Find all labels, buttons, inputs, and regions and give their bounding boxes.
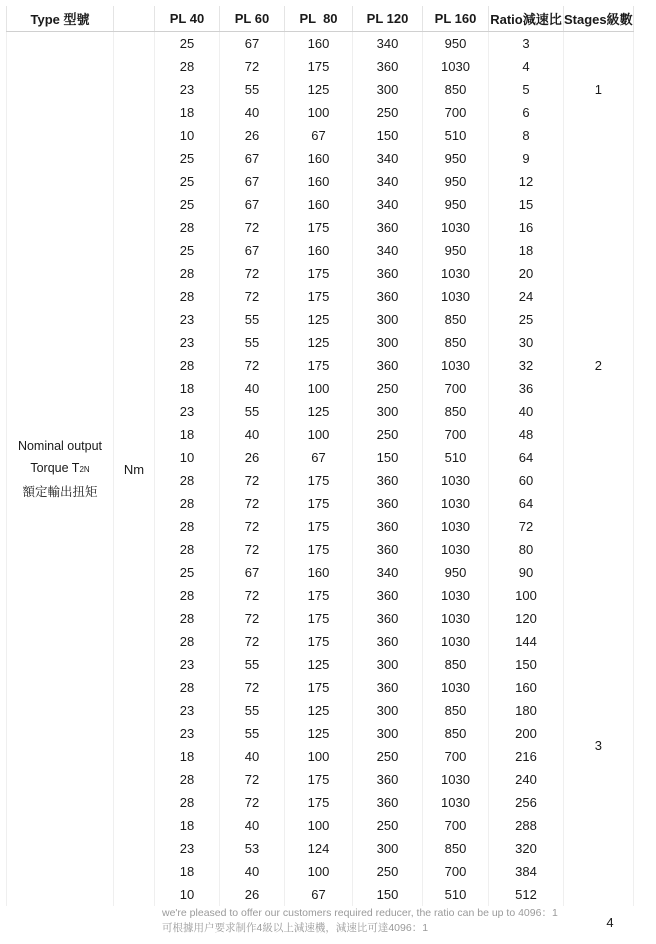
cell-pl40: 28 xyxy=(155,469,220,492)
cell-ratio: 6 xyxy=(489,101,564,124)
label-line-2 xyxy=(7,457,113,481)
cell-pl40: 25 xyxy=(155,170,220,193)
cell-pl160: 950 xyxy=(423,147,489,170)
header-pl160: PL 160 xyxy=(423,6,489,32)
cell-ratio: 8 xyxy=(489,124,564,147)
cell-pl60: 67 xyxy=(220,147,285,170)
cell-pl120: 300 xyxy=(353,722,423,745)
cell-ratio: 144 xyxy=(489,630,564,653)
cell-pl160: 950 xyxy=(423,239,489,262)
cell-pl40: 28 xyxy=(155,607,220,630)
cell-pl80: 160 xyxy=(285,147,353,170)
cell-pl160: 700 xyxy=(423,745,489,768)
cell-pl120: 340 xyxy=(353,561,423,584)
cell-ratio: 80 xyxy=(489,538,564,561)
cell-pl80: 67 xyxy=(285,124,353,147)
cell-pl40: 28 xyxy=(155,768,220,791)
cell-pl40: 28 xyxy=(155,354,220,377)
cell-pl80: 175 xyxy=(285,55,353,78)
cell-pl160: 510 xyxy=(423,446,489,469)
cell-ratio: 16 xyxy=(489,216,564,239)
cell-pl160: 510 xyxy=(423,883,489,906)
cell-pl60: 40 xyxy=(220,101,285,124)
cell-pl120: 340 xyxy=(353,193,423,216)
header-unit-blank xyxy=(114,6,155,32)
cell-ratio: 160 xyxy=(489,676,564,699)
cell-pl60: 55 xyxy=(220,400,285,423)
cell-pl160: 950 xyxy=(423,170,489,193)
cell-pl160: 1030 xyxy=(423,515,489,538)
cell-pl120: 360 xyxy=(353,676,423,699)
cell-ratio: 36 xyxy=(489,377,564,400)
cell-pl120: 250 xyxy=(353,745,423,768)
cell-pl80: 125 xyxy=(285,331,353,354)
cell-pl80: 175 xyxy=(285,676,353,699)
cell-ratio: 48 xyxy=(489,423,564,446)
cell-pl120: 360 xyxy=(353,285,423,308)
cell-pl60: 67 xyxy=(220,193,285,216)
header-pl80: PL 80 xyxy=(285,6,353,32)
header-pl120: PL 120 xyxy=(353,6,423,32)
cell-pl80: 125 xyxy=(285,699,353,722)
cell-ratio: 25 xyxy=(489,308,564,331)
torque-table xyxy=(6,6,634,906)
cell-pl80: 125 xyxy=(285,308,353,331)
cell-pl120: 360 xyxy=(353,584,423,607)
footnote xyxy=(162,906,558,936)
cell-ratio: 18 xyxy=(489,239,564,262)
header-ratio: Ratio減速比 xyxy=(489,6,564,32)
cell-pl80: 160 xyxy=(285,32,353,56)
cell-pl160: 700 xyxy=(423,860,489,883)
cell-pl80: 175 xyxy=(285,354,353,377)
cell-ratio: 120 xyxy=(489,607,564,630)
cell-ratio: 64 xyxy=(489,446,564,469)
cell-pl160: 1030 xyxy=(423,630,489,653)
cell-pl120: 360 xyxy=(353,607,423,630)
cell-pl120: 340 xyxy=(353,170,423,193)
cell-pl120: 360 xyxy=(353,354,423,377)
cell-pl160: 1030 xyxy=(423,55,489,78)
unit-label: Nm xyxy=(114,32,155,907)
cell-pl60: 72 xyxy=(220,607,285,630)
cell-pl120: 300 xyxy=(353,699,423,722)
cell-pl120: 150 xyxy=(353,446,423,469)
cell-pl60: 67 xyxy=(220,170,285,193)
cell-pl120: 300 xyxy=(353,653,423,676)
cell-pl80: 100 xyxy=(285,745,353,768)
cell-pl60: 72 xyxy=(220,354,285,377)
header-row xyxy=(7,6,634,32)
cell-pl40: 23 xyxy=(155,837,220,860)
cell-ratio: 3 xyxy=(489,32,564,56)
cell-pl80: 175 xyxy=(285,285,353,308)
stage-2-label: 2 xyxy=(564,147,634,584)
cell-pl160: 1030 xyxy=(423,676,489,699)
cell-pl60: 55 xyxy=(220,78,285,101)
cell-pl160: 700 xyxy=(423,423,489,446)
cell-pl160: 950 xyxy=(423,561,489,584)
cell-pl40: 28 xyxy=(155,262,220,285)
cell-ratio: 288 xyxy=(489,814,564,837)
cell-pl120: 360 xyxy=(353,492,423,515)
cell-pl120: 300 xyxy=(353,308,423,331)
cell-pl120: 360 xyxy=(353,469,423,492)
cell-pl60: 55 xyxy=(220,722,285,745)
stage-3-label: 3 xyxy=(564,584,634,906)
label-line-3: 額定輸出扭矩 xyxy=(22,485,98,499)
cell-pl120: 360 xyxy=(353,262,423,285)
cell-ratio: 72 xyxy=(489,515,564,538)
cell-pl160: 850 xyxy=(423,400,489,423)
cell-pl80: 67 xyxy=(285,883,353,906)
cell-pl160: 1030 xyxy=(423,768,489,791)
cell-pl40: 23 xyxy=(155,308,220,331)
cell-pl60: 40 xyxy=(220,814,285,837)
cell-pl120: 300 xyxy=(353,78,423,101)
cell-pl40: 23 xyxy=(155,722,220,745)
cell-pl40: 28 xyxy=(155,538,220,561)
cell-pl160: 1030 xyxy=(423,216,489,239)
table-body xyxy=(7,32,634,907)
cell-pl40: 28 xyxy=(155,285,220,308)
cell-pl40: 28 xyxy=(155,584,220,607)
cell-pl80: 100 xyxy=(285,423,353,446)
cell-pl120: 360 xyxy=(353,216,423,239)
cell-pl80: 67 xyxy=(285,446,353,469)
cell-pl60: 26 xyxy=(220,446,285,469)
cell-pl60: 55 xyxy=(220,699,285,722)
cell-pl160: 700 xyxy=(423,814,489,837)
cell-pl160: 850 xyxy=(423,308,489,331)
cell-ratio: 30 xyxy=(489,331,564,354)
cell-pl40: 10 xyxy=(155,124,220,147)
cell-pl80: 100 xyxy=(285,860,353,883)
cell-pl40: 23 xyxy=(155,653,220,676)
cell-ratio: 240 xyxy=(489,768,564,791)
cell-ratio: 384 xyxy=(489,860,564,883)
cell-pl120: 360 xyxy=(353,55,423,78)
cell-pl40: 18 xyxy=(155,814,220,837)
cell-pl40: 18 xyxy=(155,423,220,446)
cell-pl120: 150 xyxy=(353,883,423,906)
cell-pl40: 10 xyxy=(155,446,220,469)
cell-pl80: 175 xyxy=(285,538,353,561)
cell-pl80: 175 xyxy=(285,768,353,791)
cell-pl40: 25 xyxy=(155,32,220,56)
cell-pl80: 100 xyxy=(285,101,353,124)
cell-pl80: 125 xyxy=(285,722,353,745)
cell-pl80: 175 xyxy=(285,469,353,492)
cell-pl60: 72 xyxy=(220,768,285,791)
cell-pl160: 1030 xyxy=(423,492,489,515)
cell-pl40: 28 xyxy=(155,515,220,538)
header-pl40: PL 40 xyxy=(155,6,220,32)
cell-pl60: 72 xyxy=(220,515,285,538)
cell-pl80: 175 xyxy=(285,791,353,814)
cell-pl160: 510 xyxy=(423,124,489,147)
cell-pl160: 1030 xyxy=(423,538,489,561)
cell-pl40: 10 xyxy=(155,883,220,906)
cell-pl120: 360 xyxy=(353,791,423,814)
cell-pl120: 300 xyxy=(353,331,423,354)
cell-ratio: 100 xyxy=(489,584,564,607)
cell-pl160: 1030 xyxy=(423,262,489,285)
cell-pl80: 160 xyxy=(285,561,353,584)
cell-pl40: 23 xyxy=(155,400,220,423)
cell-pl80: 160 xyxy=(285,239,353,262)
cell-pl40: 28 xyxy=(155,55,220,78)
cell-pl60: 67 xyxy=(220,32,285,56)
footnote-english: we're pleased to offer our customers required reducer, the ratio can be up to 4096：1 xyxy=(162,907,558,919)
cell-pl120: 150 xyxy=(353,124,423,147)
cell-pl80: 100 xyxy=(285,814,353,837)
cell-pl40: 28 xyxy=(155,791,220,814)
cell-pl60: 40 xyxy=(220,745,285,768)
cell-pl120: 360 xyxy=(353,630,423,653)
cell-pl120: 360 xyxy=(353,768,423,791)
label-line-2-subscript: 2N xyxy=(79,465,90,474)
stage-1-label: 1 xyxy=(564,32,634,148)
cell-pl160: 950 xyxy=(423,32,489,56)
cell-pl120: 300 xyxy=(353,837,423,860)
cell-ratio: 15 xyxy=(489,193,564,216)
cell-pl40: 25 xyxy=(155,193,220,216)
cell-pl120: 340 xyxy=(353,147,423,170)
header-stages: Stages級數 xyxy=(564,6,634,32)
cell-pl60: 55 xyxy=(220,653,285,676)
stage-4-label: 4 xyxy=(606,915,614,930)
cell-pl160: 700 xyxy=(423,377,489,400)
cell-pl40: 28 xyxy=(155,676,220,699)
cell-pl120: 250 xyxy=(353,423,423,446)
cell-pl120: 340 xyxy=(353,239,423,262)
cell-pl160: 850 xyxy=(423,331,489,354)
cell-pl60: 72 xyxy=(220,676,285,699)
label-line-2-text: Torque T xyxy=(30,461,80,475)
cell-pl160: 700 xyxy=(423,101,489,124)
cell-pl80: 160 xyxy=(285,193,353,216)
cell-pl80: 125 xyxy=(285,78,353,101)
header-pl60: PL 60 xyxy=(220,6,285,32)
cell-ratio: 4 xyxy=(489,55,564,78)
cell-pl40: 18 xyxy=(155,860,220,883)
cell-ratio: 32 xyxy=(489,354,564,377)
cell-ratio: 216 xyxy=(489,745,564,768)
cell-ratio: 64 xyxy=(489,492,564,515)
cell-pl40: 28 xyxy=(155,492,220,515)
cell-ratio: 24 xyxy=(489,285,564,308)
cell-pl60: 40 xyxy=(220,377,285,400)
row-label-nominal-torque xyxy=(7,32,114,907)
cell-pl160: 1030 xyxy=(423,469,489,492)
cell-pl60: 72 xyxy=(220,538,285,561)
cell-pl160: 1030 xyxy=(423,354,489,377)
cell-ratio: 256 xyxy=(489,791,564,814)
cell-pl40: 23 xyxy=(155,331,220,354)
cell-pl60: 72 xyxy=(220,492,285,515)
cell-pl80: 175 xyxy=(285,216,353,239)
cell-pl40: 28 xyxy=(155,216,220,239)
cell-pl80: 175 xyxy=(285,515,353,538)
cell-pl160: 950 xyxy=(423,193,489,216)
cell-pl60: 72 xyxy=(220,55,285,78)
cell-pl80: 125 xyxy=(285,653,353,676)
cell-pl60: 55 xyxy=(220,331,285,354)
label-line-1: Nominal output xyxy=(17,439,103,453)
cell-ratio: 60 xyxy=(489,469,564,492)
cell-pl160: 850 xyxy=(423,653,489,676)
cell-pl160: 1030 xyxy=(423,791,489,814)
cell-ratio: 320 xyxy=(489,837,564,860)
cell-pl80: 175 xyxy=(285,262,353,285)
cell-pl80: 175 xyxy=(285,607,353,630)
cell-pl60: 40 xyxy=(220,860,285,883)
cell-pl80: 124 xyxy=(285,837,353,860)
cell-ratio: 200 xyxy=(489,722,564,745)
cell-pl80: 160 xyxy=(285,170,353,193)
cell-ratio: 150 xyxy=(489,653,564,676)
cell-pl120: 340 xyxy=(353,32,423,56)
footnote-chinese: 可根據用户要求制作4級以上減速機，減速比可達4096：1 xyxy=(162,922,429,934)
cell-pl60: 72 xyxy=(220,791,285,814)
cell-pl60: 72 xyxy=(220,216,285,239)
cell-pl160: 850 xyxy=(423,837,489,860)
cell-ratio: 40 xyxy=(489,400,564,423)
cell-pl40: 23 xyxy=(155,699,220,722)
cell-pl80: 100 xyxy=(285,377,353,400)
cell-pl40: 28 xyxy=(155,630,220,653)
cell-pl60: 72 xyxy=(220,584,285,607)
cell-pl160: 850 xyxy=(423,699,489,722)
table-row xyxy=(7,32,634,56)
cell-ratio: 5 xyxy=(489,78,564,101)
cell-pl120: 250 xyxy=(353,101,423,124)
cell-pl160: 850 xyxy=(423,78,489,101)
cell-pl120: 360 xyxy=(353,515,423,538)
cell-pl40: 25 xyxy=(155,239,220,262)
cell-ratio: 512 xyxy=(489,883,564,906)
cell-pl80: 125 xyxy=(285,400,353,423)
cell-pl60: 67 xyxy=(220,561,285,584)
cell-pl160: 1030 xyxy=(423,607,489,630)
cell-pl120: 250 xyxy=(353,860,423,883)
cell-pl60: 53 xyxy=(220,837,285,860)
cell-pl60: 40 xyxy=(220,423,285,446)
cell-pl120: 300 xyxy=(353,400,423,423)
cell-pl60: 72 xyxy=(220,262,285,285)
cell-ratio: 20 xyxy=(489,262,564,285)
cell-pl60: 26 xyxy=(220,124,285,147)
cell-pl80: 175 xyxy=(285,584,353,607)
cell-pl40: 25 xyxy=(155,561,220,584)
cell-pl40: 18 xyxy=(155,101,220,124)
cell-pl60: 55 xyxy=(220,308,285,331)
cell-pl160: 1030 xyxy=(423,584,489,607)
cell-ratio: 12 xyxy=(489,170,564,193)
cell-pl60: 72 xyxy=(220,469,285,492)
cell-pl60: 72 xyxy=(220,285,285,308)
cell-pl40: 18 xyxy=(155,745,220,768)
cell-ratio: 9 xyxy=(489,147,564,170)
cell-pl160: 850 xyxy=(423,722,489,745)
cell-pl120: 250 xyxy=(353,814,423,837)
cell-pl60: 72 xyxy=(220,630,285,653)
cell-pl120: 360 xyxy=(353,538,423,561)
header-type: Type 型號 xyxy=(7,6,114,32)
cell-pl80: 175 xyxy=(285,492,353,515)
cell-pl160: 1030 xyxy=(423,285,489,308)
cell-pl40: 25 xyxy=(155,147,220,170)
cell-ratio: 180 xyxy=(489,699,564,722)
cell-pl40: 23 xyxy=(155,78,220,101)
cell-pl40: 18 xyxy=(155,377,220,400)
cell-pl60: 67 xyxy=(220,239,285,262)
cell-ratio: 90 xyxy=(489,561,564,584)
cell-pl80: 175 xyxy=(285,630,353,653)
cell-pl120: 250 xyxy=(353,377,423,400)
cell-pl60: 26 xyxy=(220,883,285,906)
